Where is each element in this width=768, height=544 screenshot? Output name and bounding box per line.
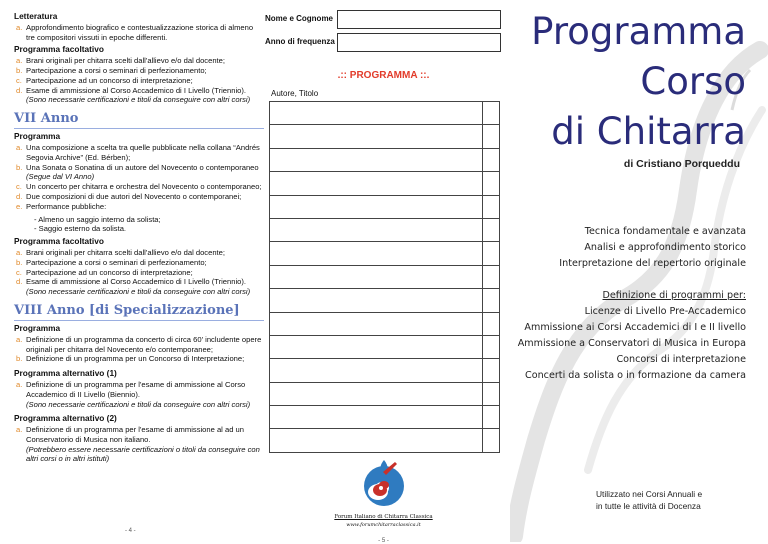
list-item [14,182,264,192]
list-marker: a. [16,334,23,344]
list-item-text: Esame di ammissione al Corso Accademico di I Livello (Triennio). [26,277,247,287]
cover-definition-4: Concorsi di interpretazione [616,354,746,365]
guitar-globe-logo-icon [361,456,407,510]
check-cell[interactable] [483,218,500,241]
year7-programma-list [14,143,264,212]
check-cell[interactable] [483,312,500,335]
list-item-text: Partecipazione ad un concorso di interpretazione; [26,75,193,85]
check-cell[interactable] [483,125,500,148]
list-marker: a. [16,379,23,389]
year8-divider [14,320,264,321]
list-item-text: Un concerto per chitarra e orchestra del Novecento o contemporaneo; [26,182,262,192]
author-title-cell[interactable] [270,102,483,125]
list-marker: c. [16,75,22,85]
cover-title-line-2: Corso [640,60,746,103]
author-title-cell[interactable] [270,218,483,241]
year-label: Anno di frequenza [265,37,335,46]
list-item-text: Brani originali per chitarra scelti dall'allievo e/o dal docente; [26,56,225,66]
table-row [270,312,500,335]
table-row [270,265,500,288]
cover-feature-1: Tecnica fondamentale e avanzata [584,226,746,237]
program-title: .:: PROGRAMMA ::. [337,70,430,81]
list-marker: b. [16,257,23,267]
middle-column [265,10,502,544]
list-item-text: Due composizioni di due autori del Novecento o contemporanei; [26,191,242,201]
author-title-cell[interactable] [270,429,483,452]
year7-programma-heading: Programma [14,131,61,142]
list-item [14,248,264,258]
name-field[interactable] [337,10,501,29]
list-item-text: Partecipazione a corsi o seminari di perfezionamento; [26,257,207,267]
list-marker: b. [16,162,23,172]
table-row [270,335,500,358]
list-marker: a. [16,56,23,66]
author-title-cell[interactable] [270,289,483,312]
list-item-text: Partecipazione ad un concorso di interpretazione; [26,267,193,277]
table-row [270,195,500,218]
cover-column [510,0,768,542]
list-item-text: Una Sonata o Sonatina di un autore del Novecento o contemporaneo [26,162,259,172]
list-item-text: Definizione di un programma per l'esame di ammissione al Corso Accademico di II Livello (Biennio). [26,379,246,399]
sub-list-item: - Almeno un saggio interno da solista; [34,214,161,224]
check-cell[interactable] [483,195,500,218]
list-item-text: Definizione di un programma per l'esame di ammissione al ad un Conservatorio di Musica non italiano. [26,425,244,444]
table-row [270,429,500,452]
check-cell[interactable] [483,382,500,405]
list-item [14,258,264,268]
year7-title: VII Anno [14,111,79,127]
list-item [14,86,264,106]
list-marker: a. [16,142,23,152]
year-row [265,33,502,56]
letteratura-heading: Letteratura [14,11,58,21]
cover-definition-3: Ammissione a Conservatori di Musica in Europa [517,338,746,349]
list-item [14,380,264,409]
table-row [270,125,500,148]
table-row [270,289,500,312]
list-item [14,76,264,86]
table-row [270,382,500,405]
check-cell[interactable] [483,148,500,171]
list-marker: c. [16,267,22,277]
list-item [14,56,264,66]
check-cell[interactable] [483,429,500,452]
list-marker: b. [16,65,23,75]
check-cell[interactable] [483,406,500,429]
year7-sub-list [14,215,264,235]
table-row [270,218,500,241]
list-marker: e. [16,201,23,211]
page-number-5: - 5 - [378,538,389,544]
list-marker: a. [16,425,23,435]
list-item [14,277,264,297]
letteratura-list [14,23,264,43]
facoltativo-list [14,56,264,105]
cover-definitions-heading: Definizione di programmi per: [602,290,746,301]
list-item-text: Partecipazione a corsi o seminari di perfezionamento; [26,65,207,75]
year8-alt2-list [14,425,264,464]
year8-programma-list [14,335,264,364]
year-field[interactable] [337,33,501,52]
check-cell[interactable] [483,102,500,125]
cover-feature-3: Interpretazione del repertorio originale [559,258,746,269]
cover-author: di Cristiano Porqueddu [623,158,740,170]
list-marker: a. [16,22,23,32]
list-item-note: (Sono necessarie certificazioni e titoli da conseguire con altri corsi) [26,95,251,105]
list-item [14,335,264,355]
year7-divider [14,128,264,129]
list-item-text: Una composizione a scelta tra quelle pubblicate nella collana “Andrés Segovia Archive” (Ed. Bérben); [26,142,260,162]
page-number-4: - 4 - [125,528,136,534]
author-title-cell[interactable] [270,359,483,382]
author-title-cell[interactable] [270,172,483,195]
author-title-cell[interactable] [270,125,483,148]
list-item [14,66,264,76]
year8-alt1-list [14,380,264,409]
list-item-text: Definizione di un programma da concerto di circa 60' includente opere originali per chitarra del Novecento e/o contemporanee; [26,334,262,354]
list-item-text: Brani originali per chitarra scelti dall'allievo e/o dal docente; [26,247,225,257]
list-item [14,163,264,183]
list-marker: a. [16,247,23,257]
list-item [14,23,264,43]
table-row [270,172,500,195]
list-item-text: Esame di ammissione al Corso Accademico di I Livello (Triennio). [26,85,247,95]
check-cell[interactable] [483,359,500,382]
list-item-note: (Sono necessarie certificazioni e titoli da conseguire con altri corsi) [26,399,251,409]
list-marker: d. [16,85,23,95]
cover-definition-5: Concerti da solista o in formazione da camera [525,370,746,381]
check-cell[interactable] [483,172,500,195]
list-marker: b. [16,354,23,364]
year7-facoltativo-heading: Programma facoltativo [14,236,104,247]
list-marker: c. [16,182,22,192]
list-item-note: (Potrebbero essere necessarie certificazioni o titoli da conseguire con altri corsi o in altri istituti) [26,444,260,464]
list-item [14,425,264,464]
table-row [270,242,500,265]
table-row [270,148,500,171]
author-title-label: Autore, Titolo [271,89,319,98]
author-title-cell[interactable] [270,148,483,171]
cover-footer [596,488,702,512]
cover-definition-1: Licenze di Livello Pre-Accademico [584,306,746,317]
cover-feature-2: Analisi e approfondimento storico [584,242,746,253]
list-item [14,354,264,364]
year8-alt2-heading: Programma alternativo (2) [14,413,117,424]
year7-facoltativo-list [14,248,264,297]
author-title-cell[interactable] [270,382,483,405]
table-row [270,406,500,429]
list-item-note: (Sono necessarie certificazioni e titoli da conseguire con altri corsi) [26,287,251,297]
logo-name: Forum Italiano di Chitarra Classica [334,514,433,520]
list-item [14,202,264,212]
name-label: Nome e Cognome [265,14,334,23]
list-item [14,192,264,202]
author-title-cell[interactable] [270,335,483,358]
list-marker: d. [16,191,23,201]
check-cell[interactable] [483,265,500,288]
check-cell[interactable] [483,289,500,312]
sub-list-item: - Saggio esterno da solista. [34,224,127,234]
facoltativo-heading: Programma facoltativo [14,44,104,55]
author-title-cell[interactable] [270,312,483,335]
cover-definition-2: Ammissione ai Corsi Accademici di I e II livello [524,322,746,333]
year8-programma-heading: Programma [14,322,61,333]
program-table [269,101,500,453]
table-row [270,359,500,382]
author-title-cell[interactable] [270,242,483,265]
cover-title-line-1: Programma [531,10,746,53]
check-cell[interactable] [483,242,500,265]
author-title-cell[interactable] [270,406,483,429]
cover-title-line-3: di Chitarra [551,110,746,153]
year8-title: VIII Anno [di Specializzazione] [14,302,240,318]
author-title-cell[interactable] [270,265,483,288]
name-row [265,10,502,33]
table-row [270,102,500,125]
cover-footer-line-2: in tutte le attività di Docenza [596,501,701,511]
cover-footer-line-1: Utilizzato nei Corsi Annuali e [596,489,703,499]
list-item [14,268,264,278]
left-column [14,10,264,467]
check-cell[interactable] [483,335,500,358]
year8-alt1-heading: Programma alternativo (1) [14,368,117,379]
list-item-text: Performance pubbliche: [26,201,107,211]
list-item-text: Approfondimento biografico e contestualizzazione storica di almeno tre compositori vissuti in epoche differenti. [26,22,254,42]
logo-url[interactable]: www.forumchitarraclassica.it [346,522,421,528]
list-item-text: Definizione di un programma per un Concorso di Interpretazione; [26,354,245,364]
author-title-cell[interactable] [270,195,483,218]
list-item-note: (Segue dal VI Anno) [26,172,95,182]
list-marker: d. [16,277,23,287]
list-item [14,143,264,163]
